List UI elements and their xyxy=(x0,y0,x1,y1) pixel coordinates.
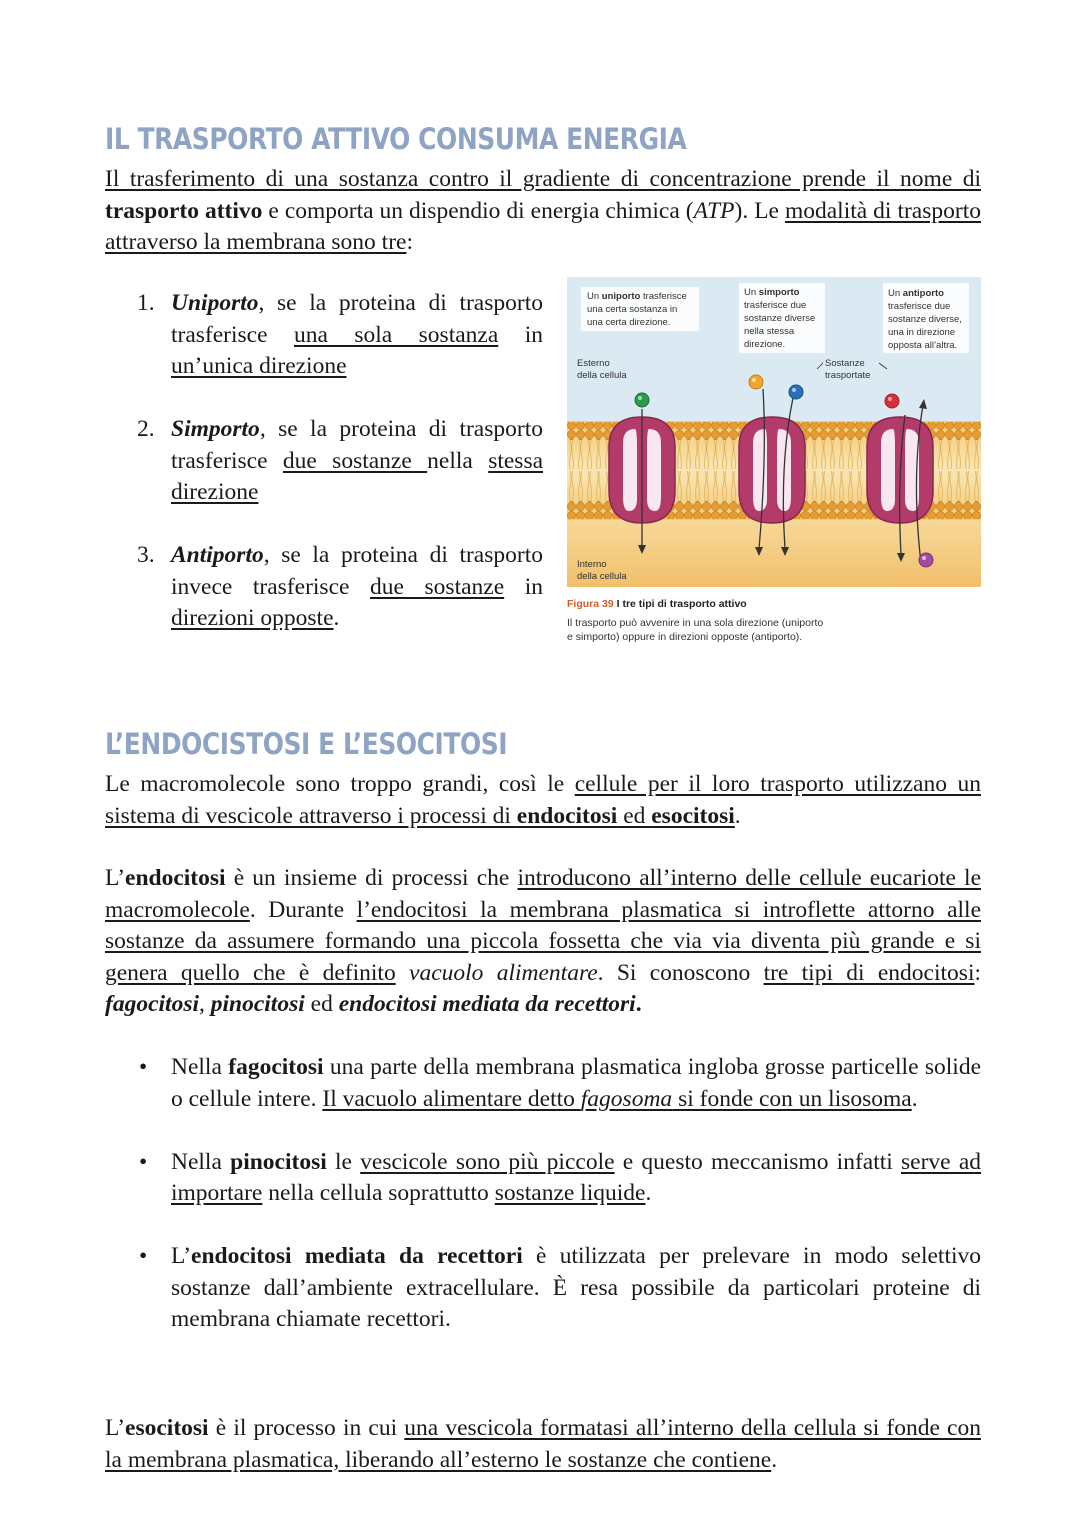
esterno-label: della cellula xyxy=(577,370,627,381)
list-item-simporto xyxy=(105,414,543,509)
list-text: . xyxy=(333,605,340,631)
list-text: , se la proteina di trasporto trasferisce xyxy=(171,290,543,348)
text: sostanze liquide xyxy=(494,1180,646,1206)
simporto-label: Un simporto xyxy=(744,287,800,298)
text xyxy=(396,960,409,986)
membrane-illustration xyxy=(567,277,981,587)
section-heading-endocitosi: L’ENDOCISTOSI E L’ESOCITOSI xyxy=(105,727,508,761)
esocitosi-paragraph xyxy=(105,1413,981,1476)
text: serve ad importare xyxy=(171,1148,981,1206)
term-fagocitosi: fagocitosi xyxy=(228,1054,324,1080)
text: vescicole sono più piccole xyxy=(360,1148,615,1175)
text: le xyxy=(326,1148,361,1175)
text: l’endocitosi la membrana plasmatica si introflette attorno alle sostanze da assumere formando una piccola fossetta che via via diventa più grande e si genera quello che è definito xyxy=(105,896,981,986)
text: . xyxy=(771,1446,778,1473)
text: . xyxy=(734,802,741,829)
text: ed xyxy=(617,802,652,829)
term-trasporto-attivo: trasporto attivo xyxy=(105,197,263,224)
term-antiporto: Antiporto xyxy=(171,542,264,568)
term-pinocitosi: pinocitosi xyxy=(230,1148,327,1175)
term-simporto: Simporto xyxy=(171,416,260,442)
list-item-pinocitosi xyxy=(105,1147,981,1210)
macromolecole-paragraph xyxy=(105,769,981,832)
term-esocitosi: esocitosi xyxy=(651,802,735,829)
text: cellule per il loro trasporto utilizzano un sistema di vescicole attraverso i processi di xyxy=(105,771,981,829)
text: introducono all’interno delle cellule eucariote le macromolecole xyxy=(105,865,981,923)
uniporto-label-line: una certa sostanza in xyxy=(587,304,678,315)
intro-text: Il trasferimento di una sostanza contro il gradiente di concentrazione prende il nome di xyxy=(105,166,981,192)
list-number: 3. xyxy=(137,542,155,568)
list-number: 2. xyxy=(137,416,155,442)
list-item-uniporto xyxy=(105,288,543,383)
bullet: • xyxy=(139,1243,148,1269)
intro-text: e comporta un dispendio di energia chimica ( xyxy=(262,197,694,224)
esterno-label: Esterno xyxy=(577,358,610,369)
molecule-red xyxy=(885,394,899,408)
antiporto-label-line: una in direzione xyxy=(888,327,956,338)
text: e questo meccanismo infatti xyxy=(614,1148,902,1175)
term-uniporto: Uniporto xyxy=(171,290,259,316)
list-text: in xyxy=(498,321,543,348)
text: , xyxy=(199,991,211,1017)
uniporto-label-line: una certa direzione. xyxy=(587,317,671,328)
text: . xyxy=(911,1085,918,1112)
list-text: direzioni opposte xyxy=(171,605,334,631)
text: . xyxy=(635,991,642,1017)
term-endocitosi: endocitosi xyxy=(125,865,226,891)
antiporto-label-line: trasferisce due xyxy=(888,301,951,312)
sostanze-pointer xyxy=(817,363,823,369)
term-fagosoma: fagosoma xyxy=(580,1085,673,1112)
list-text: due sostanze xyxy=(282,447,428,474)
antiporto-label-line: sostanze diverse, xyxy=(888,314,962,325)
endocitosi-paragraph xyxy=(105,863,981,1021)
sostanze-label: trasportate xyxy=(825,370,871,381)
text: L’ xyxy=(105,865,126,891)
list-text: , se la proteina di trasporto trasferisce xyxy=(171,416,543,474)
simporto-protein xyxy=(739,417,805,523)
caption-line: Il trasporto può avvenire in una sola direzione (uniporto xyxy=(567,616,824,629)
text: Nella xyxy=(171,1054,229,1080)
term-atp: ATP xyxy=(693,197,735,224)
text: . Durante xyxy=(249,896,357,923)
list-text: un’unica direzione xyxy=(171,353,347,379)
text: L’ xyxy=(171,1243,192,1269)
list-text: una sola sostanza xyxy=(294,321,499,348)
text: . xyxy=(645,1180,652,1206)
list-item-antiporto xyxy=(105,540,543,635)
term-esocitosi: esocitosi xyxy=(125,1415,209,1441)
list-text: due sostanze xyxy=(370,573,505,600)
text: Le macromolecole sono troppo grandi, così le xyxy=(105,771,575,797)
list-item-endocitosi-recettori xyxy=(105,1241,981,1336)
intro-text: : xyxy=(406,229,413,255)
text: : xyxy=(974,959,981,986)
text: ed xyxy=(304,991,339,1017)
simporto-label-line: nella stessa xyxy=(744,326,795,337)
term-endocitosi-recettori: endocitosi mediata da recettori xyxy=(191,1243,523,1269)
transport-types-list xyxy=(105,288,543,635)
antiporto-label-line: opposta all’altra. xyxy=(888,340,958,351)
simporto-label-line: direzione. xyxy=(744,339,786,350)
bullet: • xyxy=(139,1148,148,1175)
endocitosi-types-list xyxy=(105,1052,981,1336)
intro-text: ). Le xyxy=(734,197,785,224)
text: è un insieme di processi che xyxy=(225,865,518,891)
sostanze-label: Sostanze xyxy=(825,358,865,369)
intro-paragraph xyxy=(105,164,981,259)
text: . Si conoscono xyxy=(597,959,764,986)
interno-label: della cellula xyxy=(577,571,627,582)
antiporto-label: Un antiporto xyxy=(888,288,944,299)
text: si fonde con un lisosoma xyxy=(672,1085,912,1112)
caption-sep: I xyxy=(613,598,623,610)
sostanze-pointer xyxy=(879,363,887,369)
molecule-blue xyxy=(789,385,803,399)
caption-title: tre tipi di trasporto attivo xyxy=(622,598,747,610)
text: Il vacuolo alimentare detto xyxy=(322,1085,581,1112)
section-heading-trasporto-attivo: IL TRASPORTO ATTIVO CONSUMA ENERGIA xyxy=(105,122,687,156)
simporto-label-line: trasferisce due xyxy=(744,300,807,311)
term-vacuolo-alimentare: vacuolo alimentare xyxy=(409,959,598,986)
text: è utilizzata per prelevare in modo selettivo sostanze dall’ambiente extracellulare. È resa possibile da particolari proteine di membrana chiamate recettori. xyxy=(171,1243,982,1332)
term-pinocitosi: pinocitosi xyxy=(210,991,305,1017)
list-text: nella xyxy=(427,447,489,474)
list-number: 1. xyxy=(137,290,155,316)
term-endocitosi: endocitosi xyxy=(516,802,618,829)
list-text: , se la proteina di trasporto invece trasferisce xyxy=(171,542,543,600)
simporto-label-line: sostanze diverse xyxy=(744,313,816,324)
list-text: in xyxy=(504,573,544,600)
text: è il processo in cui xyxy=(208,1415,405,1441)
figure-caption xyxy=(567,597,987,645)
list-item-fagocitosi xyxy=(105,1052,981,1115)
text: Nella xyxy=(171,1148,231,1175)
list-text: stessa direzione xyxy=(171,447,544,505)
molecule-green xyxy=(635,393,649,407)
interno-label: Interno xyxy=(577,559,607,570)
cytoplasm-region xyxy=(567,520,981,587)
text: tre tipi di endocitosi xyxy=(763,959,975,986)
uniporto-label: Un uniporto trasferisce xyxy=(587,291,687,302)
caption-line: e simporto) oppure in direzioni opposte (antiporto). xyxy=(567,631,803,643)
active-transport-figure xyxy=(567,277,981,587)
molecule-purple xyxy=(919,553,933,567)
term-endocitosi-recettori: endocitosi mediata da recettori xyxy=(338,991,636,1017)
text: una parte della membrana plasmatica ingloba grosse particelle solide o cellule intere. xyxy=(171,1054,982,1112)
molecule-orange xyxy=(749,375,763,389)
term-fagocitosi: fagocitosi xyxy=(105,991,199,1017)
intro-text: modalità di trasporto attraverso la membrana sono tre xyxy=(105,197,981,255)
text: L’ xyxy=(105,1415,126,1441)
text: una vescicola formatasi all’interno della cellula si fonde con la membrana plasmatica, liberando all’esterno le sostanze che contiene xyxy=(105,1415,981,1473)
text: nella cellula soprattutto xyxy=(262,1180,495,1206)
bullet: • xyxy=(139,1054,148,1080)
figure-number: Figura 39 xyxy=(567,598,614,610)
